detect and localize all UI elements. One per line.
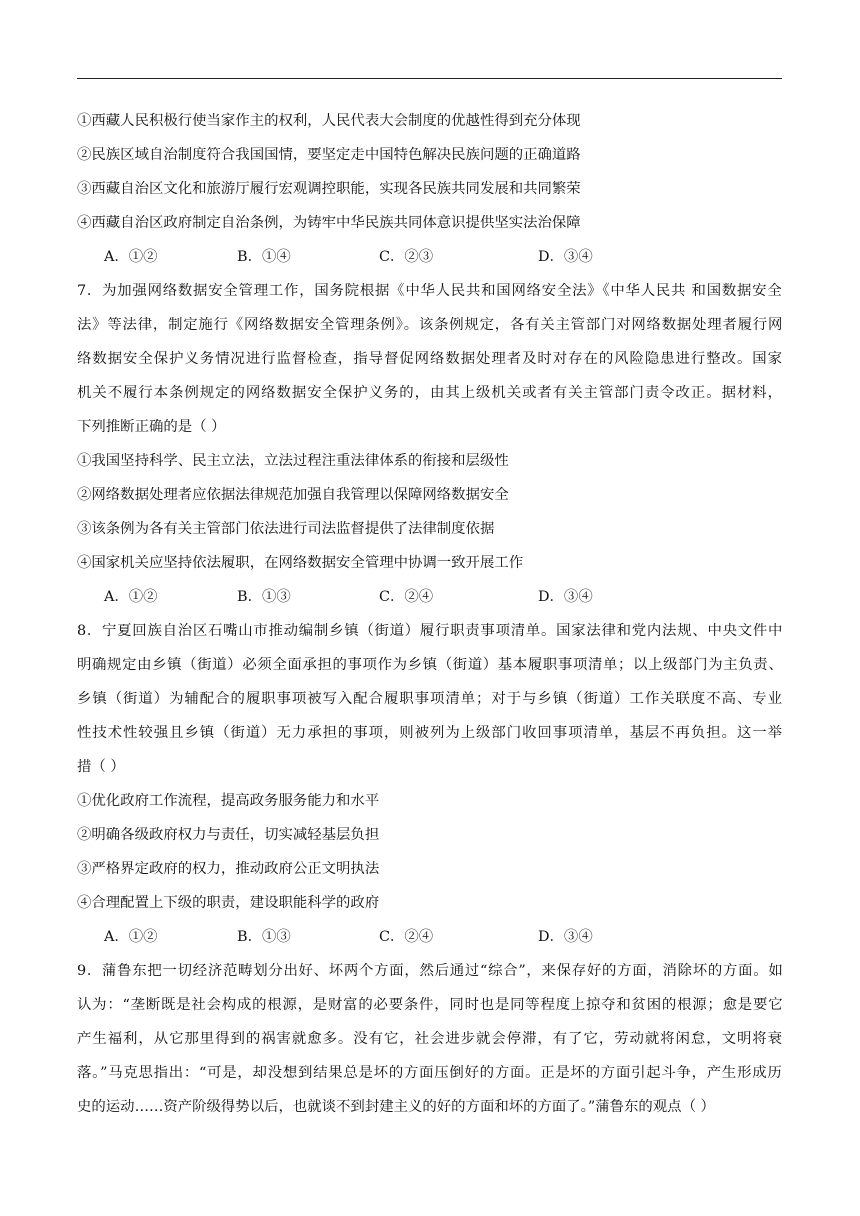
q7-stem-line-4: 机关不履行本条例规定的网络数据安全保护义务的，由其上级机关或者有关主管部门责令改正。据材料，: [77, 385, 783, 401]
q8-item-4: ④合理配置上下级的职责，建设职能科学的政府: [77, 895, 380, 911]
q7-stem-line-1: 7．为加强网络数据安全管理工作，国务院根据《中华人民共和国网络安全法》《中华人民共 和国数据安全: [77, 283, 783, 299]
q7-option-a: A．①②: [104, 589, 158, 605]
document-content: [77, 104, 783, 1124]
question-6: [77, 104, 783, 274]
q8-item-3: ③严格界定政府的权力，推动政府公正文明执法: [77, 861, 380, 877]
q7-option-c: C．②④: [379, 589, 434, 605]
q8-item-1: ①优化政府工作流程，提高政务服务能力和水平: [77, 793, 380, 809]
question-9: [77, 954, 783, 1124]
question-7: [77, 274, 783, 614]
q8-stem-line-3: 乡镇（街道）为辅配合的履职事项被写入配合履职事项清单；对于与乡镇（街道）工作关联度不高、专业: [77, 691, 783, 707]
q8-option-a: A．①②: [104, 929, 158, 945]
q6-option-c: C．②③: [379, 249, 434, 265]
q8-option-c: C．②④: [379, 929, 434, 945]
q8-option-d: D．③④: [538, 929, 593, 945]
q9-stem-line-5: 史的运动……资产阶级得势以后，也就谈不到封建主义的好的方面和坏的方面了。”蒲鲁东的观点（ ）: [77, 1099, 715, 1115]
q8-stem-line-2: 明确规定由乡镇（街道）必须全面承担的事项作为乡镇（街道）基本履职事项清单；以上级部门为主负责、: [77, 657, 784, 673]
q6-item-2: ②民族区域自治制度符合我国国情，要坚定走中国特色解决民族问题的正确道路: [77, 147, 581, 163]
q6-option-b: B．①④: [237, 249, 291, 265]
q6-item-1: ①西藏人民积极行使当家作主的权利，人民代表大会制度的优越性得到充分体现: [77, 113, 581, 129]
q6-item-4: ④西藏自治区政府制定自治条例，为铸牢中华民族共同体意识提供坚实法治保障: [77, 215, 581, 231]
question-8: [77, 614, 783, 954]
q7-item-1: ①我国坚持科学、民主立法，立法过程注重法律体系的衔接和层级性: [77, 453, 509, 469]
q7-stem-line-3: 络数据安全保护义务情况进行监督检查，指导督促网络数据处理者及时对存在的风险隐患进行整改。国家: [77, 351, 783, 367]
q6-item-3: ③西藏自治区文化和旅游厅履行宏观调控职能，实现各民族共同发展和共同繁荣: [77, 181, 581, 197]
q9-stem-line-4: 落。”马克思指出：“可是，却没想到结果总是坏的方面压倒好的方面。正是坏的方面引起斗争，产生形成历: [77, 1065, 783, 1081]
q9-stem-line-3: 产生福利，从它那里得到的祸害就愈多。没有它，社会进步就会停滞，有了它，劳动就将闲怠，文明将衰: [77, 1031, 783, 1047]
q6-option-d: D．③④: [538, 249, 593, 265]
q8-item-2: ②明确各级政府权力与责任，切实减轻基层负担: [77, 827, 380, 843]
q7-item-3: ③该条例为各有关主管部门依法进行司法监督提供了法律制度依据: [77, 521, 495, 537]
q7-item-4: ④国家机关应坚持依法履职，在网络数据安全管理中协调一致开展工作: [77, 555, 524, 571]
header-rule: [77, 78, 782, 79]
q7-option-b: B．①③: [237, 589, 291, 605]
q7-item-2: ②网络数据处理者应依据法律规范加强自我管理以保障网络数据安全: [77, 487, 509, 503]
q6-options: [77, 240, 783, 274]
q7-stem-line-2: 法》等法律，制定施行《网络数据安全管理条例》。该条例规定，各有关主管部门对网络数据处理者履行网: [77, 317, 784, 333]
q7-options: [77, 580, 783, 614]
q9-stem-line-1: 9．蒲鲁东把一切经济范畴划分出好、坏两个方面，然后通过“综合”，来保存好的方面，消除坏的方面。如: [77, 963, 784, 979]
q7-stem-line-5: 下列推断正确的是（ ）: [77, 419, 226, 435]
q8-stem-line-5: 措（ ）: [77, 759, 125, 775]
q8-stem-line-1: 8．宁夏回族自治区石嘴山市推动编制乡镇（街道）履行职责事项清单。国家法律和党内法规、中央文件中: [77, 623, 784, 639]
q6-option-a: A．①②: [104, 249, 158, 265]
q8-options: [77, 920, 783, 954]
q9-stem-line-2: 认为：“垄断既是社会构成的根源，是财富的必要条件，同时也是同等程度上掠夺和贫困的根源；愈是要它: [77, 997, 784, 1013]
q7-option-d: D．③④: [538, 589, 593, 605]
q8-stem-line-4: 性技术性较强且乡镇（街道）无力承担的事项，则被列为上级部门收回事项清单，基层不再负担。这一举: [77, 725, 783, 741]
q8-option-b: B．①③: [237, 929, 291, 945]
